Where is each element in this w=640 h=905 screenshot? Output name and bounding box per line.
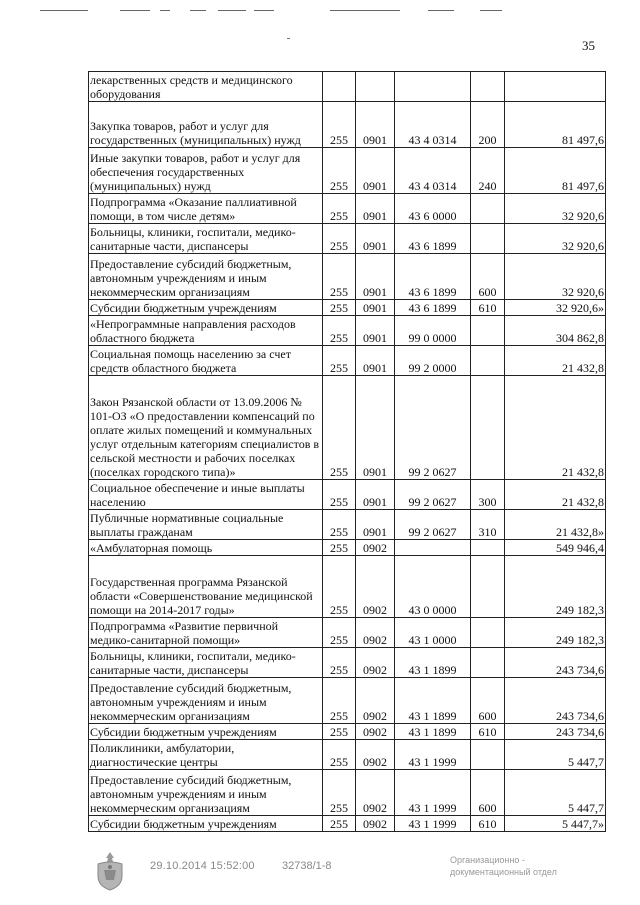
target-code: 43 1 1899	[395, 678, 471, 724]
org-code: 255	[323, 556, 356, 618]
org-code: 255	[323, 376, 356, 480]
amount: 243 734,6	[505, 678, 606, 724]
table-row	[89, 770, 606, 816]
department-stamp	[450, 854, 557, 878]
section-code: 0902	[356, 724, 395, 740]
org-code: 255	[323, 618, 356, 648]
row-name: Подпрограмма «Развитие первичной медико-санитарной помощи»	[89, 618, 323, 648]
target-code: 43 1 1999	[395, 740, 471, 770]
table-row	[89, 740, 606, 770]
expense-type	[471, 648, 505, 678]
target-code: 99 2 0627	[395, 480, 471, 510]
table-row	[89, 816, 606, 832]
target-code: 99 2 0627	[395, 510, 471, 540]
row-name: Государственная программа Рязанской области «Совершенствование медицинской помощи на 2014-2017 годы»	[89, 556, 323, 618]
table-row	[89, 254, 606, 300]
row-name: «Амбулаторная помощь	[89, 540, 323, 556]
row-name: Больницы, клиники, госпитали, медико-санитарные части, диспансеры	[89, 224, 323, 254]
org-code: 255	[323, 816, 356, 832]
amount: 5 447,7»	[505, 816, 606, 832]
amount: 21 432,8	[505, 376, 606, 480]
expense-type	[471, 618, 505, 648]
table-row	[89, 346, 606, 376]
section-code	[356, 72, 395, 102]
org-code: 255	[323, 300, 356, 316]
target-code: 43 1 1899	[395, 648, 471, 678]
section-code: 0902	[356, 618, 395, 648]
org-code: 255	[323, 254, 356, 300]
row-name: лекарственных средств и медицинского оборудования	[89, 72, 323, 102]
org-code: 255	[323, 510, 356, 540]
org-code: 255	[323, 346, 356, 376]
row-name: Закон Рязанской области от 13.09.2006 № 101-ОЗ «О предоставлении компенсаций по оплате жилых помещений и коммунальных услуг отдельным категориям специалистов в сельской местности и рабочих поселках (поселках городского типа)»	[89, 376, 323, 480]
target-code: 99 2 0627	[395, 376, 471, 480]
target-code: 43 1 1899	[395, 724, 471, 740]
stamp-line: документационный отдел	[450, 867, 557, 877]
row-name: Подпрограмма «Оказание паллиативной помощи, в том числе детям»	[89, 194, 323, 224]
expense-type	[471, 346, 505, 376]
amount: 304 862,8	[505, 316, 606, 346]
expense-type	[471, 316, 505, 346]
expense-type: 610	[471, 300, 505, 316]
section-code: 0901	[356, 194, 395, 224]
row-name: Предоставление субсидий бюджетным, автономным учреждениям и иным некоммерческим организациям	[89, 254, 323, 300]
row-name: Поликлиники, амбулатории, диагностические центры	[89, 740, 323, 770]
table-row	[89, 300, 606, 316]
org-code: 255	[323, 102, 356, 148]
org-code: 255	[323, 540, 356, 556]
org-code: 255	[323, 724, 356, 740]
expense-type: 300	[471, 480, 505, 510]
org-code: 255	[323, 148, 356, 194]
row-name: Социальная помощь населению за счет средств областного бюджета	[89, 346, 323, 376]
table-row	[89, 556, 606, 618]
page-number: 35	[582, 38, 595, 53]
org-code: 255	[323, 678, 356, 724]
target-code: 43 6 1899	[395, 224, 471, 254]
section-code: 0901	[356, 102, 395, 148]
org-code: 255	[323, 648, 356, 678]
section-code: 0901	[356, 254, 395, 300]
section-code: 0901	[356, 300, 395, 316]
target-code: 43 1 1999	[395, 770, 471, 816]
stamp-line: Организационно -	[450, 855, 525, 865]
table-row	[89, 540, 606, 556]
table-row	[89, 224, 606, 254]
amount: 5 447,7	[505, 770, 606, 816]
org-code	[323, 72, 356, 102]
row-name: Субсидии бюджетным учреждениям	[89, 300, 323, 316]
row-name: Публичные нормативные социальные выплаты гражданам	[89, 510, 323, 540]
table-row	[89, 648, 606, 678]
section-code: 0901	[356, 480, 395, 510]
scan-artifact	[287, 38, 290, 39]
row-name: Предоставление субсидий бюджетным, автономным учреждениям и иным некоммерческим организациям	[89, 678, 323, 724]
amount: 21 432,8	[505, 346, 606, 376]
target-code: 43 4 0314	[395, 102, 471, 148]
expense-type	[471, 556, 505, 618]
page-footer	[0, 850, 640, 905]
section-code: 0901	[356, 224, 395, 254]
target-code: 43 6 0000	[395, 194, 471, 224]
amount: 32 920,6	[505, 224, 606, 254]
table-row	[89, 618, 606, 648]
expense-type	[471, 224, 505, 254]
expense-type	[471, 72, 505, 102]
section-code: 0902	[356, 770, 395, 816]
org-code: 255	[323, 194, 356, 224]
target-code: 99 0 0000	[395, 316, 471, 346]
row-name: Иные закупки товаров, работ и услуг для обеспечения государственных (муниципальных) нужд	[89, 148, 323, 194]
amount: 81 497,6	[505, 148, 606, 194]
target-code: 99 2 0000	[395, 346, 471, 376]
footer-timestamp: 29.10.2014 15:52:00	[150, 860, 255, 872]
amount: 243 734,6	[505, 724, 606, 740]
org-code: 255	[323, 316, 356, 346]
table-row	[89, 376, 606, 480]
expense-type	[471, 376, 505, 480]
table-row	[89, 316, 606, 346]
org-code: 255	[323, 770, 356, 816]
section-code: 0902	[356, 556, 395, 618]
budget-table-body	[89, 72, 606, 832]
amount: 21 432,8»	[505, 510, 606, 540]
row-name: Субсидии бюджетным учреждениям	[89, 816, 323, 832]
table-row	[89, 510, 606, 540]
expense-type: 610	[471, 816, 505, 832]
section-code: 0902	[356, 678, 395, 724]
table-row	[89, 724, 606, 740]
row-name: Социальное обеспечение и иные выплаты населению	[89, 480, 323, 510]
expense-type: 610	[471, 724, 505, 740]
amount: 249 182,3	[505, 556, 606, 618]
section-code: 0901	[356, 510, 395, 540]
amount: 32 920,6	[505, 254, 606, 300]
expense-type: 310	[471, 510, 505, 540]
org-code: 255	[323, 480, 356, 510]
section-code: 0902	[356, 740, 395, 770]
amount: 21 432,8	[505, 480, 606, 510]
table-row	[89, 72, 606, 102]
section-code: 0901	[356, 376, 395, 480]
row-name: «Непрограммные направления расходов областного бюджета	[89, 316, 323, 346]
expense-type	[471, 540, 505, 556]
target-code: 43 4 0314	[395, 148, 471, 194]
section-code: 0902	[356, 648, 395, 678]
expense-type	[471, 194, 505, 224]
table-row	[89, 678, 606, 724]
row-name: Больницы, клиники, госпитали, медико-санитарные части, диспансеры	[89, 648, 323, 678]
amount: 32 920,6	[505, 194, 606, 224]
section-code: 0901	[356, 316, 395, 346]
amount: 249 182,3	[505, 618, 606, 648]
table-row	[89, 102, 606, 148]
section-code: 0902	[356, 816, 395, 832]
footer-document-code: 32738/1-8	[282, 860, 332, 872]
amount: 243 734,6	[505, 648, 606, 678]
row-name: Субсидии бюджетным учреждениям	[89, 724, 323, 740]
amount: 32 920,6»	[505, 300, 606, 316]
amount: 549 946,4	[505, 540, 606, 556]
target-code: 43 6 1899	[395, 300, 471, 316]
table-row	[89, 480, 606, 510]
expense-type	[471, 740, 505, 770]
amount	[505, 72, 606, 102]
coat-of-arms-icon	[92, 850, 128, 892]
amount: 5 447,7	[505, 740, 606, 770]
target-code: 43 6 1899	[395, 254, 471, 300]
table-row	[89, 194, 606, 224]
expense-type: 600	[471, 254, 505, 300]
section-code: 0902	[356, 540, 395, 556]
target-code: 43 1 0000	[395, 618, 471, 648]
section-code: 0901	[356, 148, 395, 194]
budget-table	[88, 71, 606, 832]
expense-type: 240	[471, 148, 505, 194]
org-code: 255	[323, 740, 356, 770]
amount: 81 497,6	[505, 102, 606, 148]
target-code	[395, 540, 471, 556]
expense-type: 600	[471, 770, 505, 816]
target-code: 43 1 1999	[395, 816, 471, 832]
target-code	[395, 72, 471, 102]
expense-type: 200	[471, 102, 505, 148]
row-name: Закупка товаров, работ и услуг для государственных (муниципальных) нужд	[89, 102, 323, 148]
row-name: Предоставление субсидий бюджетным, автономным учреждениям и иным некоммерческим организациям	[89, 770, 323, 816]
scan-header-marks	[40, 6, 500, 14]
org-code: 255	[323, 224, 356, 254]
table-row	[89, 148, 606, 194]
section-code: 0901	[356, 346, 395, 376]
expense-type: 600	[471, 678, 505, 724]
target-code: 43 0 0000	[395, 556, 471, 618]
